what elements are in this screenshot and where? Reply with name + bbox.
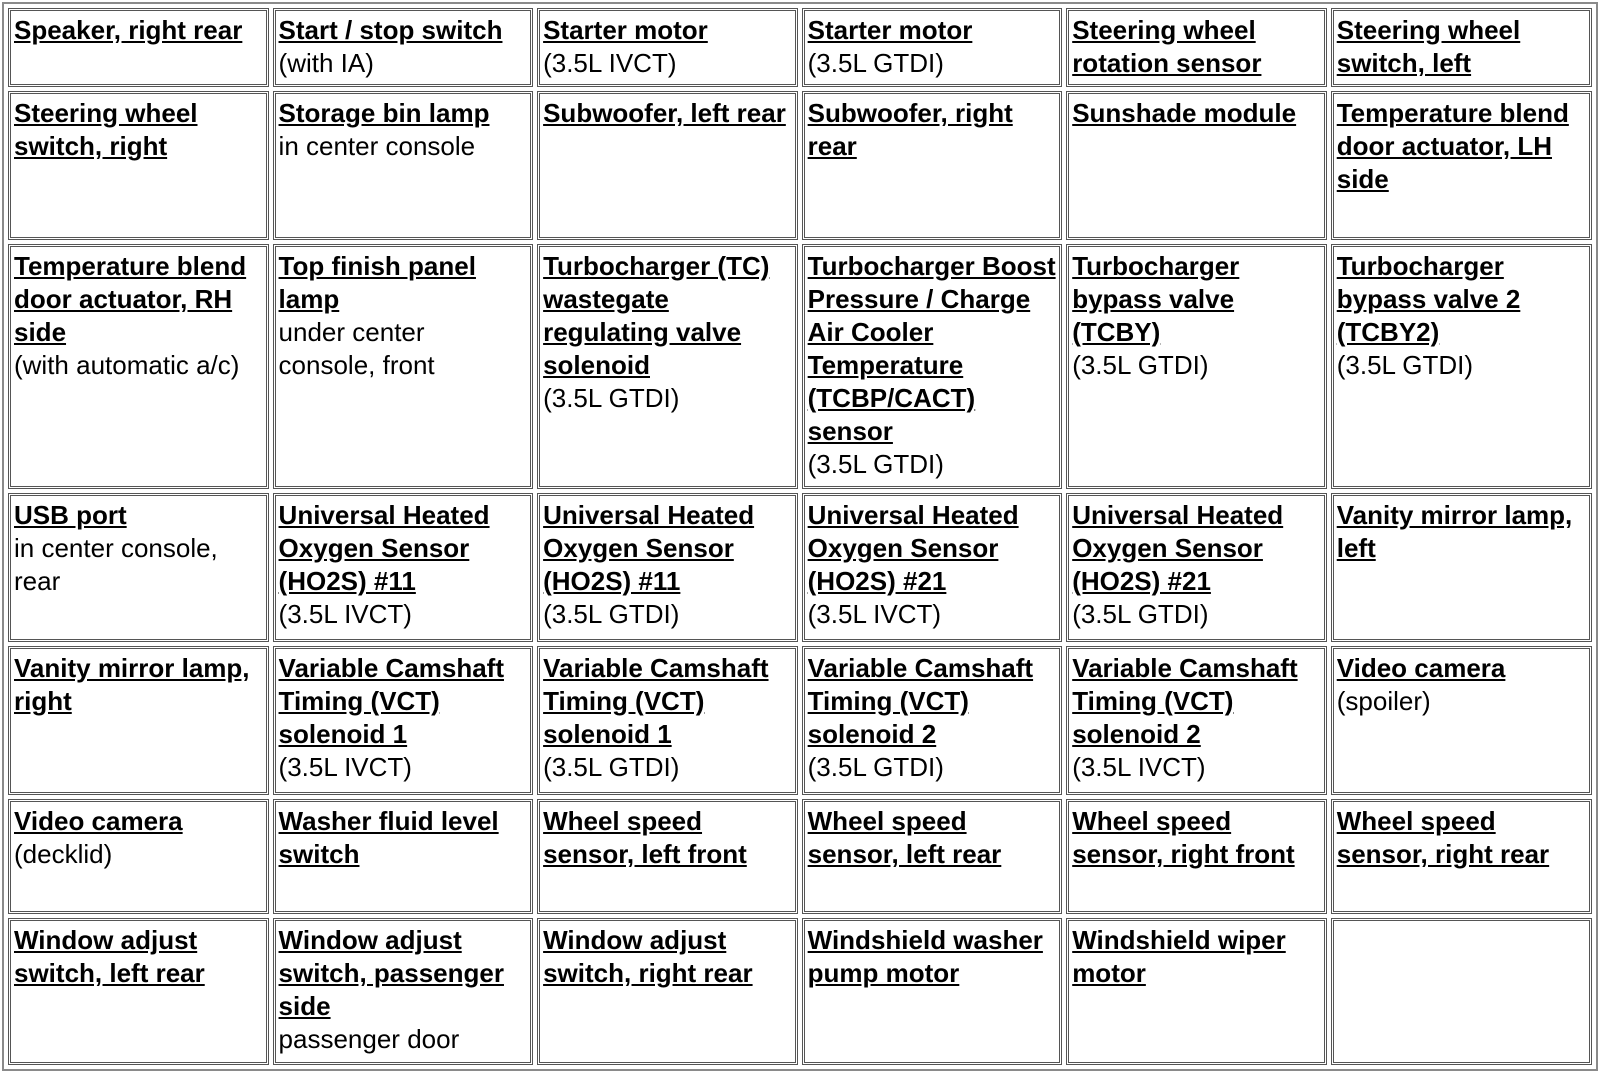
table-cell [8, 799, 269, 914]
cell-note: (3.5L GTDI) [543, 599, 680, 629]
cell-note: under center console, front [278, 317, 435, 380]
cell-note: (with IA) [278, 48, 374, 78]
cell-note: (3.5L GTDI) [1072, 350, 1209, 380]
component-link[interactable]: Turbocharger (TC) wastegate regulating valve solenoid [543, 251, 770, 380]
cell-note: (3.5L IVCT) [807, 599, 942, 629]
cell-note: (3.5L GTDI) [543, 752, 680, 782]
table-row [8, 493, 1592, 642]
component-link[interactable]: Steering wheel rotation sensor [1072, 15, 1262, 78]
table-cell [1331, 646, 1592, 795]
empty-cell [1331, 918, 1592, 1065]
table-row [8, 8, 1592, 87]
component-link[interactable]: Variable Camshaft Timing (VCT) solenoid 1 [543, 653, 769, 749]
component-link[interactable]: Video camera [14, 806, 183, 836]
component-link[interactable]: Wheel speed sensor, right rear [1336, 806, 1550, 869]
table-cell [1331, 91, 1592, 240]
cell-note: (spoiler) [1336, 686, 1431, 716]
table-cell [1331, 799, 1592, 914]
table-cell [1066, 646, 1327, 795]
component-link[interactable]: Universal Heated Oxygen Sensor (HO2S) #11 [278, 500, 490, 596]
cell-note: (3.5L GTDI) [807, 449, 944, 479]
table-cell [1066, 493, 1327, 642]
component-link[interactable]: Wheel speed sensor, right front [1072, 806, 1295, 869]
table-cell [537, 646, 798, 795]
component-link[interactable]: Window adjust switch, left rear [14, 925, 205, 988]
table-cell [273, 91, 534, 240]
cell-note: (3.5L GTDI) [1336, 350, 1474, 380]
table-row [8, 646, 1592, 795]
component-link[interactable]: Sunshade module [1072, 98, 1297, 128]
table-cell [802, 493, 1063, 642]
cell-note: passenger door [278, 1024, 460, 1054]
component-link[interactable]: Wheel speed sensor, left front [543, 806, 747, 869]
table-cell [802, 646, 1063, 795]
component-index-table [2, 2, 1598, 1071]
table-cell [273, 918, 534, 1065]
table-cell [802, 918, 1063, 1065]
component-link[interactable]: Universal Heated Oxygen Sensor (HO2S) #21 [807, 500, 1019, 596]
cell-note: (3.5L GTDI) [807, 48, 944, 78]
cell-note: (3.5L IVCT) [543, 48, 677, 78]
table-cell [537, 91, 798, 240]
component-link[interactable]: Top finish panel lamp [278, 251, 476, 314]
component-link[interactable]: Vanity mirror lamp, left [1336, 500, 1573, 563]
cell-note: (with automatic a/c) [14, 350, 240, 380]
table-cell [273, 493, 534, 642]
component-link[interactable]: Turbocharger bypass valve 2 (TCBY2) [1336, 251, 1521, 347]
component-link[interactable]: Speaker, right rear [14, 15, 243, 45]
table-row [8, 91, 1592, 240]
component-link[interactable]: Windshield wiper motor [1072, 925, 1286, 988]
component-link[interactable]: Variable Camshaft Timing (VCT) solenoid 1 [278, 653, 504, 749]
table-cell [537, 918, 798, 1065]
table-cell [1331, 8, 1592, 87]
component-link[interactable]: Temperature blend door actuator, LH side [1336, 98, 1569, 194]
table-cell [273, 799, 534, 914]
table-cell [802, 244, 1063, 489]
table-cell [1331, 244, 1592, 489]
table-cell [273, 646, 534, 795]
component-link[interactable]: Storage bin lamp [278, 98, 490, 128]
table-cell [1066, 91, 1327, 240]
component-link[interactable]: Temperature blend door actuator, RH side [14, 251, 247, 347]
cell-note: in center console, rear [14, 533, 218, 596]
cell-note: (3.5L IVCT) [278, 752, 412, 782]
table-cell [802, 799, 1063, 914]
table-cell [8, 8, 269, 87]
cell-note: (decklid) [14, 839, 113, 869]
table-row [8, 799, 1592, 914]
table-cell [1331, 493, 1592, 642]
component-link[interactable]: Turbocharger bypass valve (TCBY) [1072, 251, 1240, 347]
cell-note: in center console [278, 131, 476, 161]
component-link[interactable]: Subwoofer, left rear [543, 98, 786, 128]
cell-note: (3.5L GTDI) [807, 752, 944, 782]
table-cell [273, 8, 534, 87]
table-cell [8, 244, 269, 489]
component-link[interactable]: Video camera [1336, 653, 1506, 683]
component-link[interactable]: Starter motor [807, 15, 973, 45]
component-link[interactable]: Window adjust switch, passenger side [278, 925, 504, 1021]
component-link[interactable]: Steering wheel switch, left [1336, 15, 1521, 78]
component-link[interactable]: Window adjust switch, right rear [543, 925, 753, 988]
table-cell [802, 8, 1063, 87]
table-cell [537, 493, 798, 642]
component-link[interactable]: Wheel speed sensor, left rear [807, 806, 1002, 869]
component-link[interactable]: Start / stop switch [278, 15, 503, 45]
table-cell [8, 493, 269, 642]
table-cell [1066, 244, 1327, 489]
table-cell [537, 799, 798, 914]
component-link[interactable]: Universal Heated Oxygen Sensor (HO2S) #11 [543, 500, 755, 596]
component-link[interactable]: Starter motor [543, 15, 708, 45]
component-link[interactable]: Variable Camshaft Timing (VCT) solenoid 2 [807, 653, 1034, 749]
table-cell [537, 8, 798, 87]
cell-note: (3.5L GTDI) [1072, 599, 1209, 629]
table-cell [8, 91, 269, 240]
component-link[interactable]: Universal Heated Oxygen Sensor (HO2S) #21 [1072, 500, 1284, 596]
component-link[interactable]: USB port [14, 500, 127, 530]
component-link[interactable]: Subwoofer, right rear [807, 98, 1013, 161]
table-cell [1066, 918, 1327, 1065]
table-cell [802, 91, 1063, 240]
component-link[interactable]: Variable Camshaft Timing (VCT) solenoid 2 [1072, 653, 1298, 749]
component-link[interactable]: Washer fluid level switch [278, 806, 499, 869]
component-link[interactable]: Turbocharger Boost Pressure / Charge Air Cooler Temperature (TCBP/CACT) sensor [807, 251, 1056, 446]
table-row [8, 244, 1592, 489]
component-link[interactable]: Steering wheel switch, right [14, 98, 198, 161]
cell-note: (3.5L GTDI) [543, 383, 680, 413]
table-cell [1066, 8, 1327, 87]
table-cell [273, 244, 534, 489]
cell-note: (3.5L IVCT) [278, 599, 412, 629]
cell-note: (3.5L IVCT) [1072, 752, 1206, 782]
table-cell [8, 918, 269, 1065]
table-cell [1066, 799, 1327, 914]
component-link[interactable]: Windshield washer pump motor [807, 925, 1043, 988]
table-cell [537, 244, 798, 489]
component-link[interactable]: Vanity mirror lamp, right [14, 653, 250, 716]
table-row [8, 918, 1592, 1065]
table-cell [8, 646, 269, 795]
